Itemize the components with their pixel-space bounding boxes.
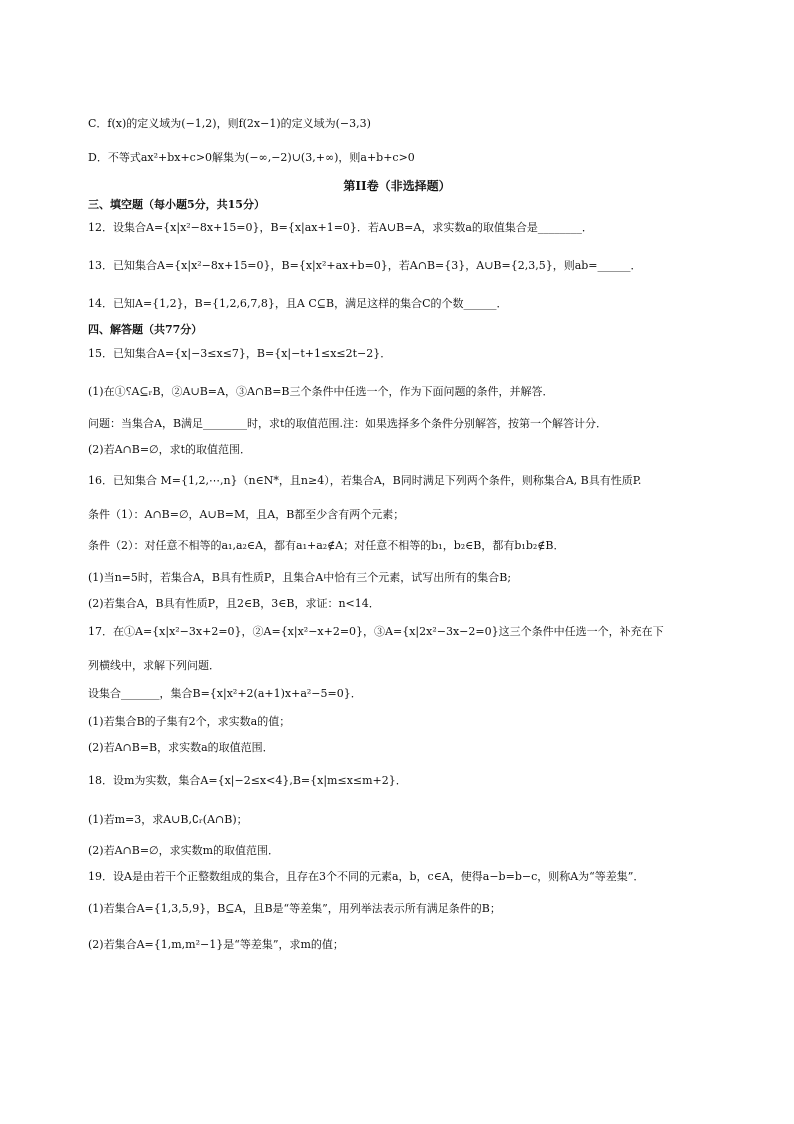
text-line-section-3: 三、填空题（每小题5分，共15分） (88, 198, 265, 211)
text-line-option-c: C．f(x)的定义域为(−1,2)，则f(2x−1)的定义域为(−3,3) (88, 117, 371, 130)
text-line-q18-2: (2)若A∩B=∅，求实数m的取值范围． (88, 844, 280, 857)
text-line-q12: 12．设集合A={x|x²−8x+15=0}，B={x|ax+1=0}．若A∪B=A，求实数a的取值集合是________． (88, 221, 593, 234)
text-line-q18-1: (1)若m=3，求A∪B,∁ᵣ(A∩B)； (88, 813, 248, 826)
text-line-q15-2: (2)若A∩B=∅，求t的取值范围． (88, 443, 252, 456)
text-line-q16-cond1: 条件（1）：A∩B=∅，A∪B=M，且A，B都至少含有两个元素； (88, 508, 405, 521)
text-line-q19: 19．设A是由若干个正整数组成的集合，且存在3个不同的元素a，b，c∈A，使得a−b=b−c，则称A为“等差集”． (88, 870, 645, 883)
text-line-option-d: D．不等式ax²+bx+c>0解集为(−∞,−2)∪(3,+∞)，则a+b+c>0 (88, 151, 415, 164)
text-line-q14: 14．已知A={1,2}，B={1,2,6,7,8}，且A C⊆B，满足这样的集合C的个数______． (88, 297, 508, 310)
text-line-q16: 16．已知集合 M={1,2,⋯,n}（n∈N*，且n≥4），若集合A，B同时满足下列两个条件，则称集合A, B具有性质P. (88, 474, 642, 487)
text-line-q16-1: (1)当n=5时，若集合A，B具有性质P，且集合A中恰有三个元素，试写出所有的集合B; (88, 571, 512, 584)
text-line-q18: 18．设m为实数，集合A={x|−2≤x<4},B={x|m≤x≤m+2}． (88, 774, 407, 787)
text-line-section-4: 四、解答题（共77分） (88, 323, 203, 336)
text-line-q17-1: (1)若集合B的子集有2个，求实数a的值； (88, 715, 291, 728)
text-line-q16-cond2: 条件（2）：对任意不相等的a₁,a₂∈A，都有a₁+a₂∉A；对任意不相等的b₁，b₂∈B，都有b₁b₂∉B． (88, 539, 565, 552)
text-line-q19-2: (2)若集合A={1,m,m²−1}是“等差集”，求m的值； (88, 938, 344, 951)
text-line-q13: 13．已知集合A={x|x²−8x+15=0}，B={x|x²+ax+b=0}，若A∩B={3}，A∪B={2,3,5}，则ab=______． (88, 259, 642, 272)
text-line-q15-1: (1)在①⸮A⊆ᵣB，②A∪B=A，③A∩B=B三个条件中任选一个，作为下面问题的条件，并解答． (88, 385, 554, 398)
text-line-q17-cont: 列横线中，求解下列问题． (88, 659, 220, 672)
text-line-q16-2: (2)若集合A，B具有性质P，且2∈B，3∈B，求证：n<14． (88, 597, 380, 610)
text-line-q15-problem: 问题：当集合A，B满足________时，求t的取值范围.注：如果选择多个条件分别解答，按第一个解答计分． (88, 417, 607, 430)
text-line-q19-1: (1)若集合A={1,3,5,9}，B⊆A，且B是“等差集”，用列举法表示所有满足条件的B； (88, 902, 501, 915)
text-line-q17-set: 设集合_______，集合B={x|x²+2(a+1)x+a²−5=0}． (88, 687, 362, 700)
text-line-q17: 17．在①A={x|x²−3x+2=0}，②A={x|x²−x+2=0}，③A={x|2x²−3x−2=0}这三个条件中任选一个，补充在下 (88, 625, 664, 638)
text-line-q15: 15．已知集合A={x|−3≤x≤7}，B={x|−t+1≤x≤2t−2}． (88, 347, 392, 360)
section-title-part-2: 第II卷（非选择题） (343, 179, 451, 193)
text-line-q17-2: (2)若A∩B=B，求实数a的取值范围． (88, 741, 274, 754)
